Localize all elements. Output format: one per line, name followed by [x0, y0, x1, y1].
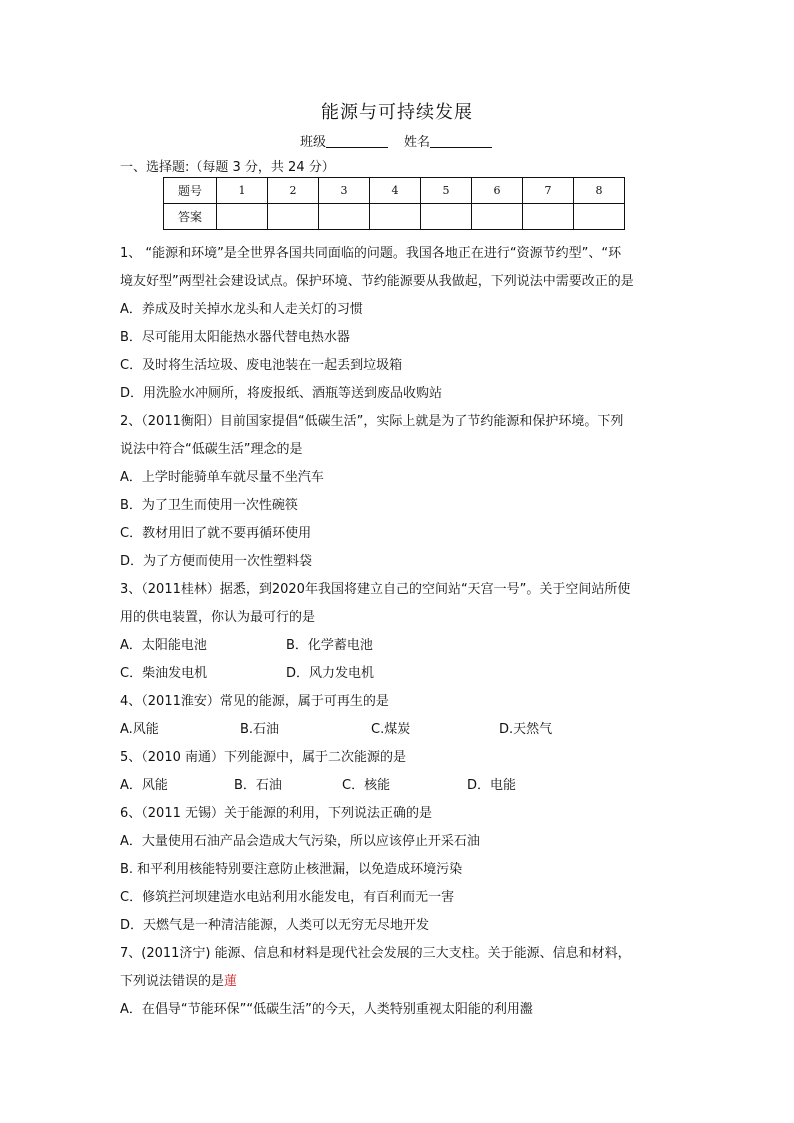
- question-text: 2、（2011衡阳）目前国家提倡“低碳生活”，实际上就是为了节约能源和保护环境。下列: [120, 414, 624, 429]
- question-text: 用的供电装置，你认为最可行的是: [120, 610, 316, 625]
- question-text: 3、（2011桂林）据悉，到2020年我国将建立自己的空间站“天宫一号”。关于空间站所使: [120, 582, 631, 597]
- question-text: 说法中符合“低碳生活”理念的是: [120, 442, 303, 457]
- answer-cell[interactable]: [574, 204, 625, 230]
- option-text: A．大量使用石油产品会造成大气污染，所以应该停止开采石油: [120, 834, 480, 849]
- option-text: C．柴油发电机: [120, 666, 208, 681]
- option-text: D.天然气: [499, 722, 553, 737]
- question-text: 7、(2011济宁) 能源、信息和材料是现代社会发展的三大支柱。关于能源、信息和材料，: [120, 946, 631, 961]
- answer-cell[interactable]: [319, 204, 370, 230]
- table-row: [164, 178, 625, 204]
- question-text: 1、 “能源和环境”是全世界各国共同面临的问题。我国各地正在进行“资源节约型”、“环: [120, 246, 622, 261]
- answer-cell[interactable]: [217, 204, 268, 230]
- class-label: 班级: [300, 135, 327, 150]
- question-number-cell: 7: [523, 178, 574, 204]
- option-text: A．风能: [120, 778, 168, 793]
- red-glyph: 蓮: [224, 974, 238, 989]
- option-text: A．太阳能电池: [120, 638, 207, 653]
- option-text: A．养成及时关掉水龙头和人走关灯的习惯: [120, 302, 363, 317]
- class-blank: [326, 133, 388, 148]
- option-text: D．风力发电机: [286, 666, 375, 681]
- question-text: 5、（2010 南通）下列能源中，属于二次能源的是: [120, 750, 406, 765]
- student-info: [300, 131, 492, 150]
- option-text: A．上学时能骑单车就尽量不坐汽车: [120, 470, 324, 485]
- option-row: [120, 716, 680, 744]
- option-text: C．修筑拦河坝建造水电站利用水能发电，有百利而无一害: [120, 890, 455, 905]
- question-number-cell: 6: [472, 178, 523, 204]
- page-title: 能源与可持续发展: [321, 102, 473, 123]
- question-text: 4、（2011淮安）常见的能源，属于可再生的是: [120, 694, 389, 709]
- table-row: [164, 204, 625, 230]
- option-row: [120, 772, 680, 800]
- question-text: 境友好型”两型社会建设试点。保护环境、节约能源要从我做起，下列说法中需要改正的是: [120, 274, 634, 289]
- question-text: [120, 968, 680, 996]
- option-text: B．石油: [234, 778, 282, 793]
- section-heading: 一、选择题:（每题 3 分，共 24 分）: [120, 160, 335, 175]
- option-row: [120, 660, 680, 688]
- table-header-cell: 题号: [164, 178, 217, 204]
- option-text: B. 和平利用核能特别要注意防止核泄漏，以免造成环境污染: [120, 862, 463, 877]
- option-text: B．化学蓄电池: [286, 638, 373, 653]
- question-number-cell: 4: [370, 178, 421, 204]
- option-text: C．核能: [342, 778, 391, 793]
- option-text: C.煤炭: [371, 722, 411, 737]
- question-list: [120, 240, 680, 1024]
- option-text: C．及时将生活垃圾、废电池装在一起丢到垃圾箱: [120, 358, 403, 373]
- answer-cell[interactable]: [370, 204, 421, 230]
- question-text-part: 下列说法错误的是: [120, 974, 225, 989]
- option-text: A．在倡导“节能环保”“低碳生活”的今天，人类特别重视太阳能的利用瀊: [120, 1002, 533, 1017]
- option-text: D．用洗脸水冲厕所，将废报纸、酒瓶等送到废品收购站: [120, 386, 443, 401]
- name-blank: [430, 133, 492, 148]
- answer-cell[interactable]: [268, 204, 319, 230]
- option-text: D．电能: [467, 778, 517, 793]
- answer-table: [163, 177, 625, 230]
- option-text: A.风能: [120, 722, 159, 737]
- question-text: 6、（2011 无锡）关于能源的利用，下列说法正确的是: [120, 806, 432, 821]
- table-header-cell: 答案: [164, 204, 217, 230]
- answer-cell[interactable]: [472, 204, 523, 230]
- question-number-cell: 5: [421, 178, 472, 204]
- question-number-cell: 3: [319, 178, 370, 204]
- question-number-cell: 1: [217, 178, 268, 204]
- answer-cell[interactable]: [421, 204, 472, 230]
- answer-cell[interactable]: [523, 204, 574, 230]
- name-label: 姓名: [404, 135, 431, 150]
- option-text: C．教材用旧了就不要再循环使用: [120, 526, 312, 541]
- option-text: B．尽可能用太阳能热水器代替电热水器: [120, 330, 350, 345]
- option-text: D．为了方便而使用一次性塑料袋: [120, 554, 313, 569]
- option-row: [120, 632, 680, 660]
- option-text: B．为了卫生而使用一次性碗筷: [120, 498, 298, 513]
- option-text: D．天燃气是一种清洁能源，人类可以无穷无尽地开发: [120, 918, 430, 933]
- question-number-cell: 2: [268, 178, 319, 204]
- option-text: B.石油: [240, 722, 280, 737]
- question-number-cell: 8: [574, 178, 625, 204]
